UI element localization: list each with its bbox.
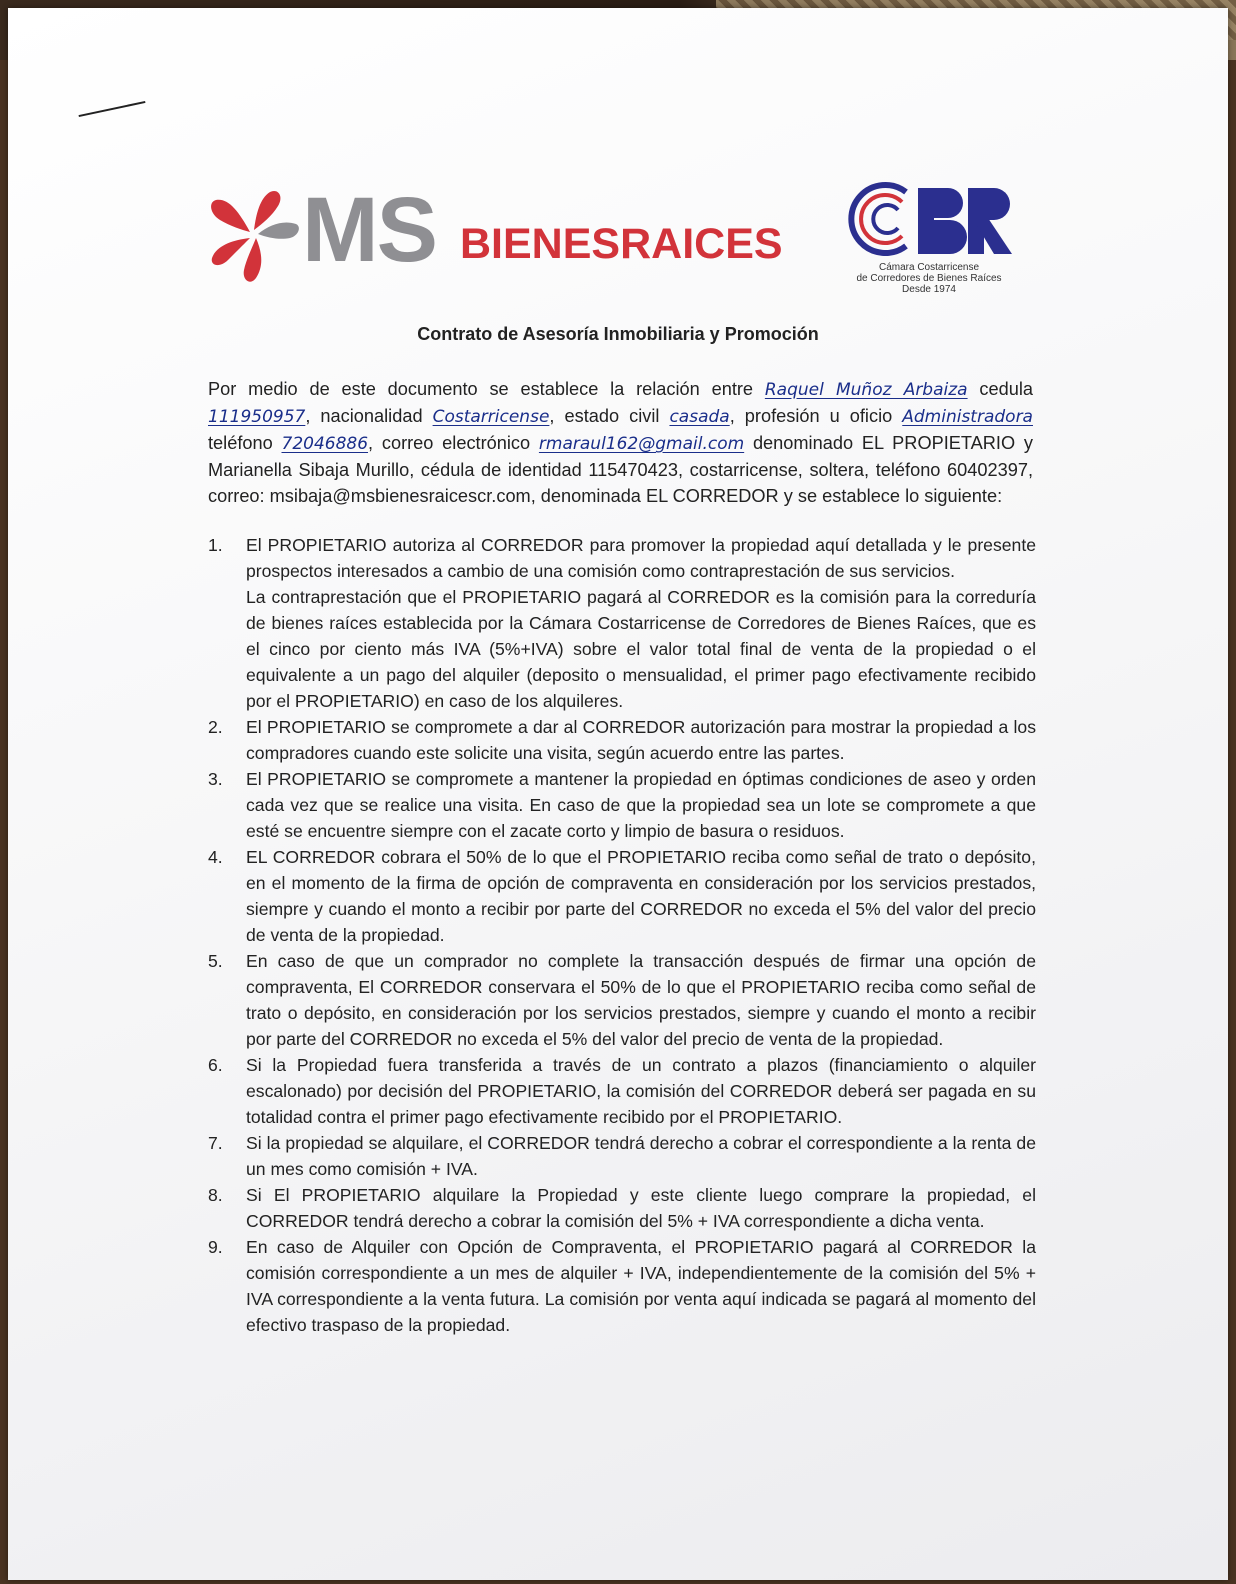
- intro-text: cedula: [967, 379, 1033, 399]
- handwritten-correo: rmaraul162@gmail.com: [538, 434, 745, 454]
- ms-logo-subtitle: BIENESRAICES: [460, 220, 783, 268]
- ms-logo-wordmark: MS: [302, 179, 436, 281]
- clause-text: El PROPIETARIO autoriza al CORREDOR para promover la propiedad aquí detallada y le presente prospectos interesados a cambio de una comisión como contraprestación de sus servicios.: [246, 535, 1036, 581]
- intro-text: , estado civil: [549, 406, 670, 426]
- handwritten-name: Raquel Muñoz Arbaiza: [764, 380, 968, 400]
- clause-item: [208, 1130, 1036, 1182]
- clause-item: [208, 844, 1036, 948]
- clause-item: [208, 948, 1036, 1052]
- handwritten-telefono: 72046886: [281, 434, 369, 454]
- clause-text: Si la Propiedad fuera transferida a través de un contrato a plazos (financiamiento o alquiler escalonado) por decisión del PROPIETARIO, la comisión del CORREDOR deberá ser pagada en su totalidad contra el primer pago efectivamente recibido por el PROPIETARIO.: [246, 1055, 1036, 1127]
- cbr-line-1: Cámara Costarricense: [878, 262, 980, 273]
- ms-bienes-raices-logo: [198, 179, 783, 290]
- clause-text: La contraprestación que el PROPIETARIO pagará al CORREDOR es la comisión para la correduría de bienes raíces establecida por la Cámara Costarricense de Corredores de Bienes Raíces, que es el cinco por ciento más IVA (5%+IVA) sobre el valor total final de venta de la propiedad o el equivalente a un pago del alquiler (deposito o mensualidad, el primer pago efectivamente recibido por el PROPIETARIO) en caso de los alquileres.: [246, 587, 1036, 711]
- intro-text: Por medio de este documento se establece la relación entre: [208, 379, 765, 399]
- clause-text: EL CORREDOR cobrara el 50% de lo que el PROPIETARIO reciba como señal de trato o depósito, en el momento de la firma de opción de compraventa en consideración por los servicios prestados, siempre y cuando el monto a recibir por parte del CORREDOR no exceda el 5% del valor del precio de venta de la propiedad.: [246, 847, 1036, 945]
- cbr-mark-icon: [844, 178, 1019, 260]
- intro-text: , profesión u oficio: [729, 406, 903, 426]
- clause-item: [208, 1234, 1036, 1338]
- clause-item: [208, 766, 1036, 844]
- ms-star-icon: [198, 180, 308, 290]
- document-page: [8, 8, 1228, 1580]
- handwritten-oficio: Administradora: [902, 407, 1033, 427]
- clause-number: 3.: [208, 769, 223, 789]
- cbr-line-2: de Corredores de Bienes Raíces: [856, 273, 1002, 284]
- clause-item: [208, 1052, 1036, 1130]
- clause-text: El PROPIETARIO se compromete a dar al CORREDOR autorización para mostrar la propiedad a los compradores cuando este solicite una visita, según acuerdo entre las partes.: [246, 717, 1036, 763]
- clause-item: [208, 1182, 1036, 1234]
- clause-number: 6.: [208, 1055, 223, 1075]
- clause-text: En caso de Alquiler con Opción de Compraventa, el PROPIETARIO pagará al CORREDOR la comisión correspondiente a un mes de alquiler + IVA, independientemente de la comisión del 5% + IVA correspondiente a la venta futura. La comisión por venta aquí indicada se pagará al momento del efectivo traspaso de la propiedad.: [246, 1237, 1036, 1335]
- handwritten-estado-civil: casada: [669, 407, 730, 427]
- clause-item: [208, 714, 1036, 766]
- clause-number: 4.: [208, 847, 223, 867]
- intro-text: teléfono: [208, 433, 282, 453]
- intro-text: , correo electrónico: [368, 433, 539, 453]
- document-title: Contrato de Asesoría Inmobiliaria y Promoción: [417, 324, 819, 344]
- cbr-line-3: Desde 1974: [902, 284, 956, 295]
- clause-text: Si la propiedad se alquilare, el CORREDOR tendrá derecho a cobrar el correspondiente a la renta de un mes como comisión + IVA.: [246, 1133, 1036, 1179]
- intro-text: , nacionalidad: [305, 406, 433, 426]
- pen-mark: [79, 101, 146, 117]
- intro-text: denominado EL PROPIETARIO y Marianella Sibaja Murillo, cédula de identidad 115470423, costarricense, soltera, teléfono 60402397, correo: msibaja@msbienesraicescr.com, denominada EL CORREDOR y se establece lo siguiente:: [208, 433, 1033, 506]
- clause-number: 7.: [208, 1133, 223, 1153]
- clause-number: 8.: [208, 1185, 223, 1205]
- clause-text: El PROPIETARIO se compromete a mantener la propiedad en óptimas condiciones de aseo y orden cada vez que se realice una visita. En caso de que la propiedad sea un lote se compromete a que esté se encuentre siempre con el zacate corto y limpio de basura o residuos.: [246, 769, 1036, 841]
- cbr-logo: [844, 178, 1019, 298]
- handwritten-cedula: 111950957: [208, 407, 306, 427]
- clause-number: 9.: [208, 1237, 223, 1257]
- clauses-list: [208, 532, 1036, 1338]
- clause-text: Si El PROPIETARIO alquilare la Propiedad y este cliente luego comprare la propiedad, el CORREDOR tendrá derecho a cobrar la comisión del 5% + IVA correspondiente a dicha venta.: [246, 1185, 1036, 1231]
- clause-number: 1.: [208, 535, 223, 555]
- handwritten-nacionalidad: Costarricense: [432, 407, 550, 427]
- clause-text: En caso de que un comprador no complete la transacción después de firmar una opción de compraventa, El CORREDOR conservara el 50% de lo que el PROPIETARIO reciba como señal de trato o depósito, en consideración por los servicios prestados, siempre y cuando el monto a recibir por parte del CORREDOR no exceda el 5% del valor del precio de venta de la propiedad.: [246, 951, 1036, 1049]
- clause-item: [208, 532, 1036, 714]
- intro-paragraph: [208, 376, 1033, 509]
- clause-number: 5.: [208, 951, 223, 971]
- clause-number: 2.: [208, 717, 223, 737]
